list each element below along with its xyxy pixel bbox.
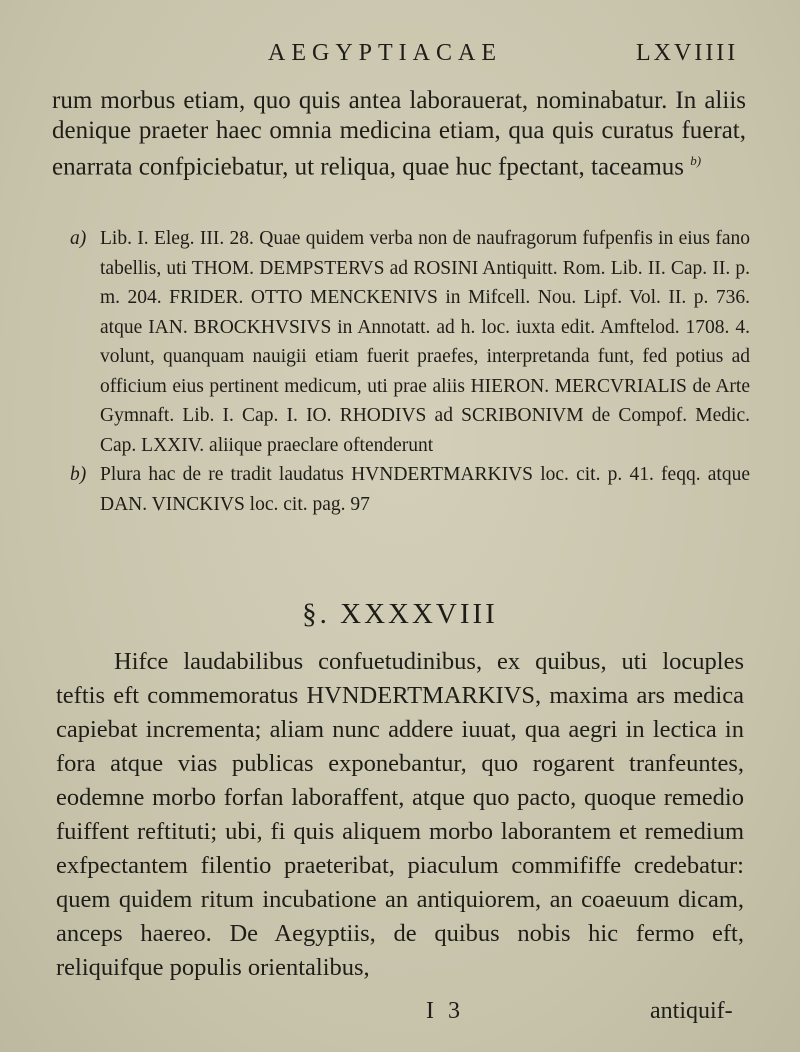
page-number: LXVIIII — [636, 40, 739, 66]
paragraph-text: Hifce laudabilibus confuetudinibus, ex quibus, uti locuples teftis eft commemoratus HVNDERTMARKIVS, maxima ars medica capiebat incrementa; aliam nunc addere iuuat, qua aegri in lectica in fora atque vias publicas exponebantur, quo rogarent tranfeuntes, eodemne morbo forfan laboraffent, atque quo pacto, quoque remedio fuiffent reftituti; ubi, fi quis aliquem morbo laborantem et remedium exfpectantem filentio praeteribat, piaculum commififfe credebatur: quem quidem ritum incubatione an antiquiorem, an coaeuum dicam, anceps haereo. De Aegyptiis, de quibus nobis hic fermo eft, reliquifque populis orientalibus, — [56, 648, 744, 981]
footnote-b — [70, 460, 750, 519]
section-heading: §. XXXXVIII — [302, 598, 498, 630]
running-title: AEGYPTIACAE — [268, 40, 502, 66]
continued-paragraph — [52, 86, 746, 182]
main-paragraph — [56, 645, 744, 985]
footnote-a — [70, 224, 750, 460]
footnote-mark: a) — [70, 228, 87, 249]
footnotes — [70, 224, 750, 519]
footnote-text: Lib. I. Eleg. III. 28. Quae quidem verba non de naufragorum fufpenfis in eius fano tabellis, uti THOM. DEMPSTERVS ad ROSINI Antiquitt. Rom. Lib. II. Cap. II. p. m. 204. FRIDER. OTTO MENCKENIVS in Mifcell. Nou. Lipf. Vol. II. p. 736. atque IAN. BROCKHVSIVS in Annotatt. ad h. loc. iuxta edit. Amftelod. 1708. 4. volunt, quanquam nauigii etiam fuerit praefes, interpretanda funt, fed potius ad officium eius pertinent medicum, uti prae aliis HIERON. MERCVRIALIS de Arte Gymnaft. Lib. I. Cap. I. IO. RHODIVS ad SCRIBONIVM de Compof. Medic. Cap. LXXIV. aliique praeclare oftenderunt — [100, 228, 750, 456]
signature-mark: I 3 — [426, 998, 464, 1024]
page-header — [0, 40, 800, 74]
catchword: antiquif- — [650, 998, 733, 1024]
footnote-reference: b) — [690, 153, 702, 168]
footnote-mark: b) — [70, 464, 87, 485]
paragraph-text: rum morbus etiam, quo quis antea laborauerat, nominabatur. In aliis denique praeter haec omnia medicina etiam, qua quis curatus fuerat, enarrata confpiciebatur, ut reliqua, quae huc fpectant, taceamus — [52, 87, 746, 181]
footnote-text: Plura hac de re tradit laudatus HVNDERTMARKIVS loc. cit. p. 41. feqq. atque DAN. VINCKIVS loc. cit. pag. 97 — [100, 464, 750, 515]
